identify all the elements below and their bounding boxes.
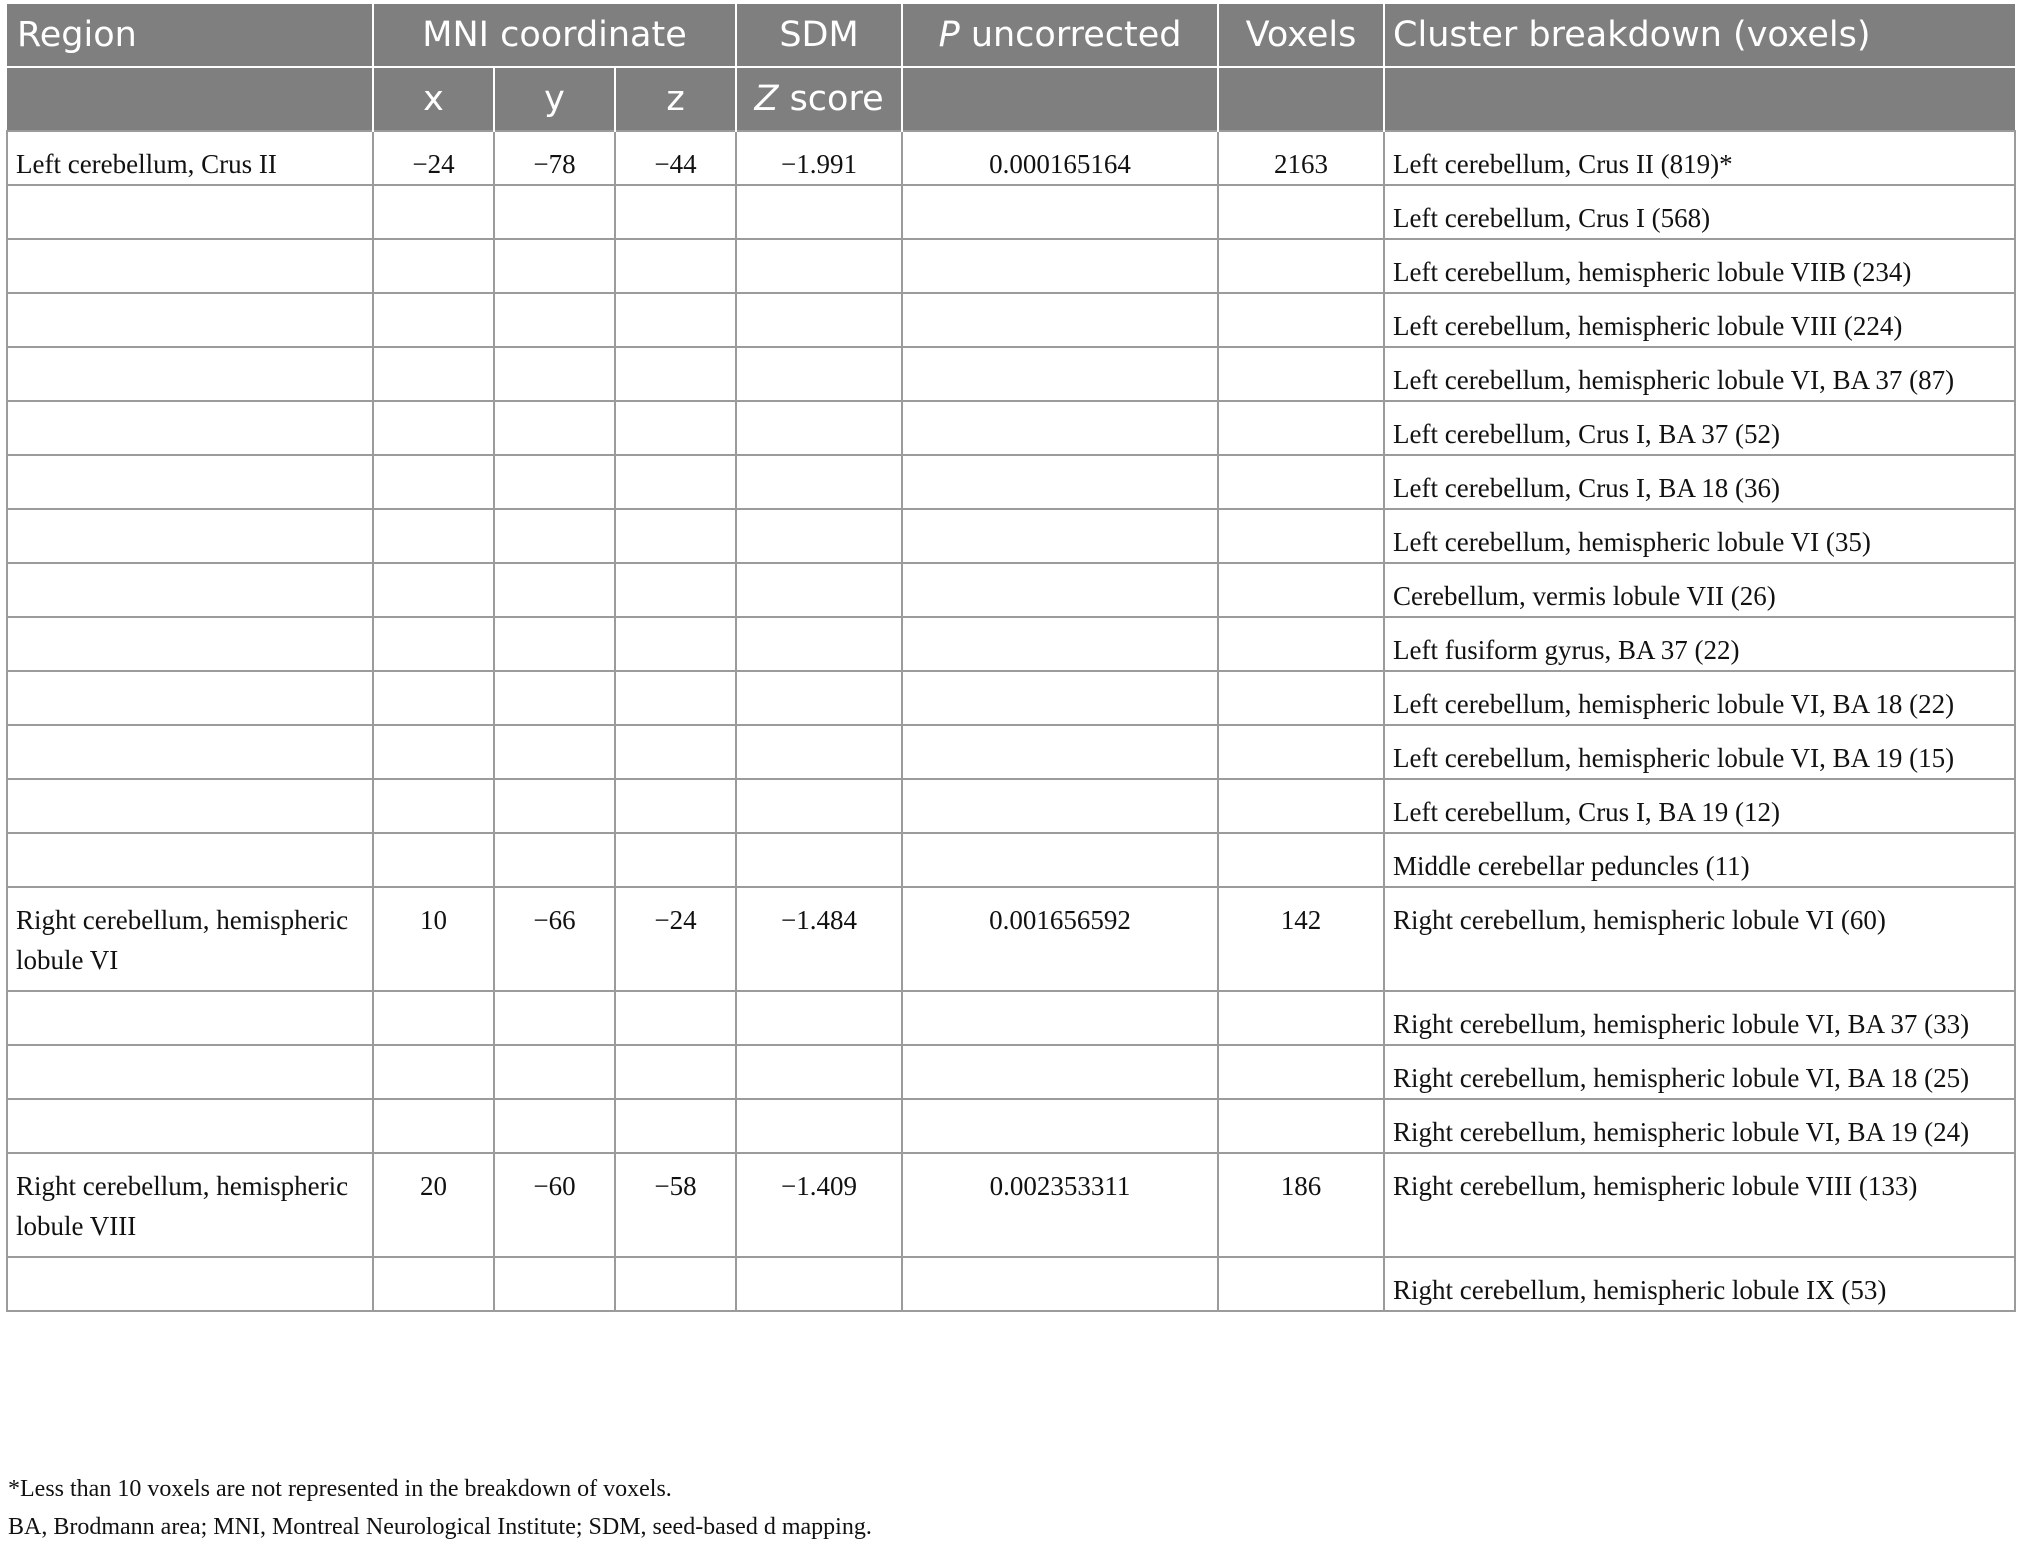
footnote-voxels: *Less than 10 voxels are not represented in the breakdown of voxels. bbox=[8, 1476, 672, 1502]
cell-y bbox=[494, 509, 615, 563]
cell-region: Left cerebellum, Crus II bbox=[7, 131, 373, 185]
cell-x bbox=[373, 239, 494, 293]
cell-x bbox=[373, 1045, 494, 1099]
cell-region bbox=[7, 1045, 373, 1099]
cell-region bbox=[7, 671, 373, 725]
cell-z bbox=[615, 725, 736, 779]
header-p-rest: uncorrected bbox=[959, 15, 1182, 55]
cell-y bbox=[494, 401, 615, 455]
cell-z bbox=[615, 185, 736, 239]
table-row bbox=[7, 563, 2015, 617]
cell-p bbox=[902, 671, 1218, 725]
cell-x bbox=[373, 833, 494, 887]
cell-z bbox=[615, 991, 736, 1045]
results-table-container bbox=[6, 4, 2014, 1312]
cell-x bbox=[373, 671, 494, 725]
cell-x bbox=[373, 617, 494, 671]
header-p-italic: P bbox=[938, 15, 960, 55]
cell-voxels bbox=[1218, 1099, 1384, 1153]
cell-p bbox=[902, 779, 1218, 833]
cell-z bbox=[615, 239, 736, 293]
cell-p bbox=[902, 239, 1218, 293]
cell-z bbox=[615, 401, 736, 455]
cell-voxels bbox=[1218, 185, 1384, 239]
subheader-row bbox=[7, 67, 2015, 131]
cell-region bbox=[7, 293, 373, 347]
cell-voxels bbox=[1218, 779, 1384, 833]
cell-x bbox=[373, 1099, 494, 1153]
cell-voxels bbox=[1218, 833, 1384, 887]
cell-voxels bbox=[1218, 347, 1384, 401]
cell-y bbox=[494, 779, 615, 833]
cell-breakdown: Right cerebellum, hemispheric lobule VIII (133) bbox=[1384, 1153, 2015, 1257]
cell-z: −58 bbox=[615, 1153, 736, 1257]
cell-y bbox=[494, 239, 615, 293]
cell-voxels: 142 bbox=[1218, 887, 1384, 991]
cell-region bbox=[7, 617, 373, 671]
cell-sdm bbox=[736, 347, 902, 401]
cell-y bbox=[494, 833, 615, 887]
cell-p: 0.000165164 bbox=[902, 131, 1218, 185]
cell-voxels bbox=[1218, 617, 1384, 671]
cell-p bbox=[902, 1257, 1218, 1311]
subheader-z-score bbox=[736, 67, 902, 131]
header-sdm: SDM bbox=[736, 4, 902, 67]
table-row bbox=[7, 617, 2015, 671]
cell-voxels bbox=[1218, 1257, 1384, 1311]
table-row bbox=[7, 1257, 2015, 1311]
cell-z bbox=[615, 1045, 736, 1099]
table-row bbox=[7, 887, 2015, 991]
cell-p: 0.002353311 bbox=[902, 1153, 1218, 1257]
cell-breakdown: Left fusiform gyrus, BA 37 (22) bbox=[1384, 617, 2015, 671]
cell-breakdown: Right cerebellum, hemispheric lobule VI, BA 18 (25) bbox=[1384, 1045, 2015, 1099]
cell-y bbox=[494, 1045, 615, 1099]
cell-voxels bbox=[1218, 671, 1384, 725]
subheader-x: x bbox=[373, 67, 494, 131]
cell-x: −24 bbox=[373, 131, 494, 185]
results-table bbox=[6, 4, 2016, 1312]
cell-p bbox=[902, 347, 1218, 401]
cell-p bbox=[902, 509, 1218, 563]
cell-y bbox=[494, 1257, 615, 1311]
subheader-z-rest: score bbox=[778, 79, 884, 119]
cell-z bbox=[615, 1099, 736, 1153]
cell-y bbox=[494, 293, 615, 347]
cell-sdm bbox=[736, 401, 902, 455]
cell-region: Right cerebellum, hemispheric lobule VI bbox=[7, 887, 373, 991]
cell-p bbox=[902, 833, 1218, 887]
cell-breakdown: Left cerebellum, Crus I, BA 19 (12) bbox=[1384, 779, 2015, 833]
cell-breakdown: Left cerebellum, Crus I (568) bbox=[1384, 185, 2015, 239]
header-region: Region bbox=[7, 4, 373, 67]
cell-p bbox=[902, 725, 1218, 779]
cell-p bbox=[902, 401, 1218, 455]
cell-region bbox=[7, 779, 373, 833]
cell-y bbox=[494, 617, 615, 671]
cell-voxels: 186 bbox=[1218, 1153, 1384, 1257]
cell-x bbox=[373, 991, 494, 1045]
cell-region bbox=[7, 991, 373, 1045]
subheader-empty-region bbox=[7, 67, 373, 131]
cell-sdm bbox=[736, 779, 902, 833]
cell-sdm bbox=[736, 185, 902, 239]
cell-z bbox=[615, 563, 736, 617]
cell-y: −66 bbox=[494, 887, 615, 991]
table-row bbox=[7, 185, 2015, 239]
cell-x bbox=[373, 563, 494, 617]
subheader-y: y bbox=[494, 67, 615, 131]
cell-breakdown: Right cerebellum, hemispheric lobule IX (53) bbox=[1384, 1257, 2015, 1311]
table-row bbox=[7, 833, 2015, 887]
cell-region bbox=[7, 509, 373, 563]
cell-voxels bbox=[1218, 293, 1384, 347]
cell-z: −44 bbox=[615, 131, 736, 185]
header-p-uncorrected bbox=[902, 4, 1218, 67]
cell-y bbox=[494, 671, 615, 725]
cell-y bbox=[494, 455, 615, 509]
cell-breakdown: Left cerebellum, Crus I, BA 37 (52) bbox=[1384, 401, 2015, 455]
header-mni-coordinate: MNI coordinate bbox=[373, 4, 736, 67]
cell-voxels bbox=[1218, 509, 1384, 563]
cell-z bbox=[615, 833, 736, 887]
cell-sdm bbox=[736, 239, 902, 293]
cell-region bbox=[7, 833, 373, 887]
cell-y bbox=[494, 347, 615, 401]
cell-sdm bbox=[736, 725, 902, 779]
cell-z bbox=[615, 779, 736, 833]
cell-breakdown: Right cerebellum, hemispheric lobule VI (60) bbox=[1384, 887, 2015, 991]
subheader-empty-breakdown bbox=[1384, 67, 2015, 131]
cell-region: Right cerebellum, hemispheric lobule VIII bbox=[7, 1153, 373, 1257]
cell-x bbox=[373, 293, 494, 347]
cell-z bbox=[615, 617, 736, 671]
cell-sdm bbox=[736, 833, 902, 887]
cell-region bbox=[7, 239, 373, 293]
cell-y bbox=[494, 1099, 615, 1153]
table-row bbox=[7, 671, 2015, 725]
cell-breakdown: Left cerebellum, hemispheric lobule VI (35) bbox=[1384, 509, 2015, 563]
subheader-empty-voxels bbox=[1218, 67, 1384, 131]
cell-voxels bbox=[1218, 1045, 1384, 1099]
cell-p bbox=[902, 1099, 1218, 1153]
cell-p bbox=[902, 617, 1218, 671]
table-row bbox=[7, 293, 2015, 347]
cell-region bbox=[7, 725, 373, 779]
cell-x bbox=[373, 725, 494, 779]
cell-sdm: −1.409 bbox=[736, 1153, 902, 1257]
cell-region bbox=[7, 401, 373, 455]
cell-breakdown: Left cerebellum, hemispheric lobule VIIB (234) bbox=[1384, 239, 2015, 293]
cell-voxels bbox=[1218, 991, 1384, 1045]
cell-sdm bbox=[736, 293, 902, 347]
table-row bbox=[7, 991, 2015, 1045]
cell-x bbox=[373, 347, 494, 401]
cell-y bbox=[494, 725, 615, 779]
cell-breakdown: Left cerebellum, hemispheric lobule VI, BA 37 (87) bbox=[1384, 347, 2015, 401]
cell-breakdown: Left cerebellum, Crus II (819)* bbox=[1384, 131, 2015, 185]
cell-breakdown: Right cerebellum, hemispheric lobule VI, BA 19 (24) bbox=[1384, 1099, 2015, 1153]
cell-voxels bbox=[1218, 455, 1384, 509]
cell-x bbox=[373, 455, 494, 509]
cell-sdm: −1.484 bbox=[736, 887, 902, 991]
cell-y bbox=[494, 185, 615, 239]
cell-region bbox=[7, 185, 373, 239]
cell-breakdown: Left cerebellum, hemispheric lobule VI, BA 19 (15) bbox=[1384, 725, 2015, 779]
cell-p bbox=[902, 293, 1218, 347]
table-row bbox=[7, 779, 2015, 833]
cell-voxels bbox=[1218, 725, 1384, 779]
cell-breakdown: Middle cerebellar peduncles (11) bbox=[1384, 833, 2015, 887]
cell-breakdown: Cerebellum, vermis lobule VII (26) bbox=[1384, 563, 2015, 617]
header-row bbox=[7, 4, 2015, 67]
footnote-abbreviations: BA, Brodmann area; MNI, Montreal Neurological Institute; SDM, seed-based d mapping. bbox=[8, 1514, 872, 1540]
cell-z: −24 bbox=[615, 887, 736, 991]
cell-voxels bbox=[1218, 401, 1384, 455]
cell-x bbox=[373, 1257, 494, 1311]
cell-sdm bbox=[736, 991, 902, 1045]
cell-region bbox=[7, 455, 373, 509]
subheader-z-italic: Z bbox=[754, 79, 779, 119]
cell-region bbox=[7, 347, 373, 401]
cell-sdm bbox=[736, 617, 902, 671]
cell-sdm bbox=[736, 509, 902, 563]
cell-sdm bbox=[736, 1099, 902, 1153]
cell-sdm bbox=[736, 671, 902, 725]
cell-voxels bbox=[1218, 563, 1384, 617]
cell-x bbox=[373, 509, 494, 563]
cell-region bbox=[7, 563, 373, 617]
table-row bbox=[7, 1099, 2015, 1153]
cell-voxels bbox=[1218, 239, 1384, 293]
subheader-empty-p bbox=[902, 67, 1218, 131]
cell-p bbox=[902, 1045, 1218, 1099]
table-row bbox=[7, 725, 2015, 779]
table-row bbox=[7, 401, 2015, 455]
cell-breakdown: Left cerebellum, Crus I, BA 18 (36) bbox=[1384, 455, 2015, 509]
cell-y bbox=[494, 991, 615, 1045]
cell-x bbox=[373, 779, 494, 833]
cell-breakdown: Right cerebellum, hemispheric lobule VI, BA 37 (33) bbox=[1384, 991, 2015, 1045]
cell-sdm bbox=[736, 563, 902, 617]
cell-x bbox=[373, 185, 494, 239]
header-voxels: Voxels bbox=[1218, 4, 1384, 67]
cell-breakdown: Left cerebellum, hemispheric lobule VIII (224) bbox=[1384, 293, 2015, 347]
cell-z bbox=[615, 347, 736, 401]
cell-sdm bbox=[736, 455, 902, 509]
cell-x: 20 bbox=[373, 1153, 494, 1257]
table-row bbox=[7, 239, 2015, 293]
header-cluster-breakdown: Cluster breakdown (voxels) bbox=[1384, 4, 2015, 67]
cell-y bbox=[494, 563, 615, 617]
cell-p bbox=[902, 563, 1218, 617]
cell-p bbox=[902, 991, 1218, 1045]
cell-z bbox=[615, 1257, 736, 1311]
cell-p: 0.001656592 bbox=[902, 887, 1218, 991]
cell-z bbox=[615, 509, 736, 563]
cell-sdm bbox=[736, 1257, 902, 1311]
subheader-z: z bbox=[615, 67, 736, 131]
table-row bbox=[7, 1045, 2015, 1099]
cell-z bbox=[615, 671, 736, 725]
table-row bbox=[7, 509, 2015, 563]
cell-sdm: −1.991 bbox=[736, 131, 902, 185]
table-row bbox=[7, 1153, 2015, 1257]
cell-region bbox=[7, 1099, 373, 1153]
cell-y: −78 bbox=[494, 131, 615, 185]
cell-x: 10 bbox=[373, 887, 494, 991]
cell-region bbox=[7, 1257, 373, 1311]
cell-breakdown: Left cerebellum, hemispheric lobule VI, BA 18 (22) bbox=[1384, 671, 2015, 725]
table-row bbox=[7, 347, 2015, 401]
cell-y: −60 bbox=[494, 1153, 615, 1257]
table-row bbox=[7, 455, 2015, 509]
cell-x bbox=[373, 401, 494, 455]
cell-z bbox=[615, 293, 736, 347]
cell-z bbox=[615, 455, 736, 509]
cell-p bbox=[902, 185, 1218, 239]
table-row bbox=[7, 131, 2015, 185]
cell-sdm bbox=[736, 1045, 902, 1099]
cell-p bbox=[902, 455, 1218, 509]
cell-voxels: 2163 bbox=[1218, 131, 1384, 185]
